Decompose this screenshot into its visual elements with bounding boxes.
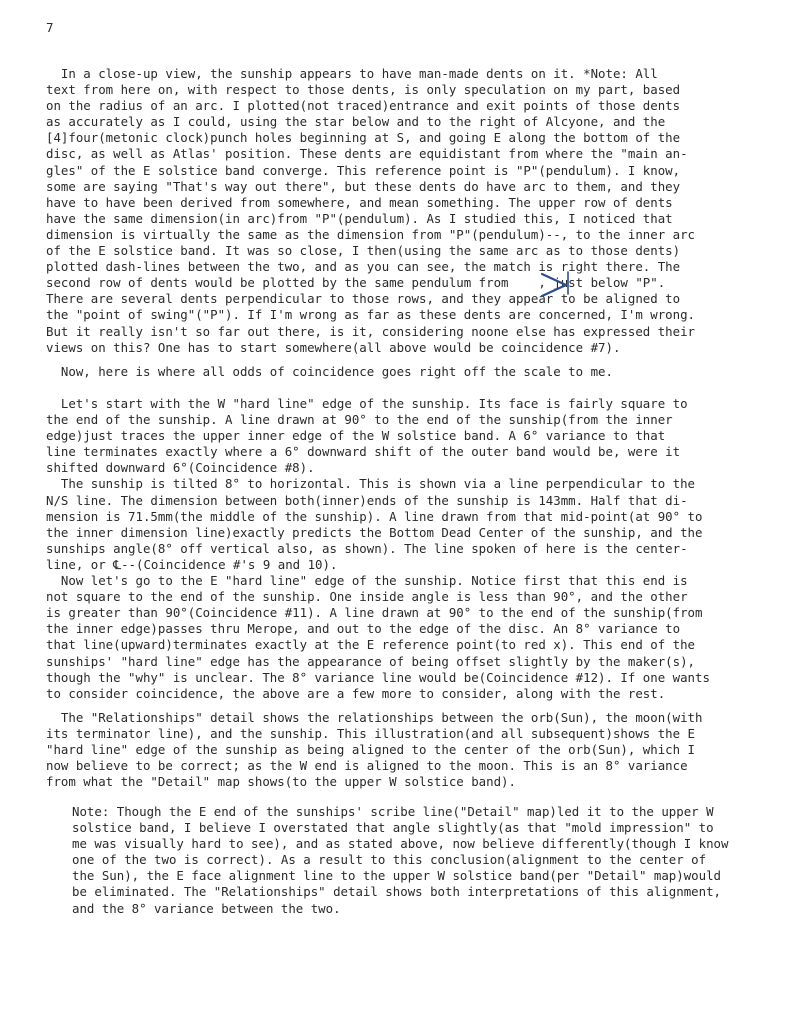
text-line: gles" of the E solstice band converge. This reference point is "P"(pendulum). I know, [46, 162, 681, 178]
text-line: as accurately as I could, using the star below and to the right of Alcyone, and the [46, 114, 666, 130]
text-line: the inner dimension line)exactly predicts the Bottom Dead Center of the sunship, and the [46, 524, 703, 540]
text-line: be eliminated. The "Relationships" detail shows both interpretations of this alignment, [72, 884, 722, 900]
text-line: Note: Though the E end of the sunships' scribe line("Detail" map)led it to the upper W [72, 804, 714, 819]
text-line: But it really isn't so far out there, is it, considering noone else has expressed their [46, 323, 696, 339]
text-line: Now, here is where all odds of coincidence goes right off the scale to me. [46, 364, 613, 379]
text-line: disc, as well as Atlas' position. These dents are equidistant from where the "main an- [46, 146, 688, 162]
text-line: mension is 71.5mm(the middle of the sunship). A line drawn from that mid-point(at 90° to [46, 508, 703, 524]
text-line: the end of the sunship. A line drawn at 90° to the end of the sunship(from the inner [46, 412, 673, 428]
text-line: dimension is virtually the same as the dimension from "P"(pendulum)--, to the inner arc [46, 226, 696, 242]
text-line: sunships' "hard line" edge has the appearance of being offset slightly by the maker(s), [46, 653, 696, 669]
text-line: one of the two is correct). As a result to this conclusion(alignment to the center of [72, 852, 707, 868]
text-line: though the "why" is unclear. The 8° variance line would be(Coincidence #12). If one wants [46, 669, 710, 685]
text-line: plotted dash-lines between the two, and as you can see, the match is right there. The [46, 259, 681, 275]
text-line: and the 8° variance between the two. [72, 900, 341, 916]
text-line: text from here on, with respect to those dents, is only speculation on my part, based [46, 82, 681, 98]
text-line: that line(upward)terminates exactly at the E reference point(to red x). This end of the [46, 637, 696, 653]
page-number: 7 [46, 20, 54, 35]
text-line: of the E solstice band. It was so close, I then(using the same arc as to those dents) [46, 243, 681, 259]
text-line: shifted downward 6°(Coincidence #8). [46, 460, 315, 476]
paragraph-hard-line [46, 396, 746, 702]
text-line: not square to the end of the sunship. One inside angle is less than 90°, and the other [46, 589, 688, 605]
text-line: me was visually hard to see), and as stated above, now believe differently(though I know [72, 836, 729, 852]
text-line: Let's start with the W "hard line" edge of the sunship. Its face is fairly square to [46, 396, 688, 411]
text-line: edge)just traces the upper inner edge of the W solstice band. A 6° variance to that [46, 428, 666, 444]
text-line: In a close-up view, the sunship appears to have man-made dents on it. *Note: All [46, 66, 658, 81]
text-line: N/S line. The dimension between both(inner)ends of the sunship is 143mm. Half that di- [46, 492, 688, 508]
text-line: on the radius of an arc. I plotted(not traced)entrance and exit points of those dents [46, 98, 681, 114]
paragraph-relationships [46, 710, 746, 790]
text-line: now believe to be correct; as the W end is aligned to the moon. This is an 8° variance [46, 758, 688, 774]
paragraph-odds [46, 364, 746, 380]
text-line: the inner edge)passes thru Merope, and out to the edge of the disc. An 8° variance to [46, 621, 681, 637]
text-line: Now let's go to the E "hard line" edge of the sunship. Notice first that this end is [46, 573, 688, 589]
text-line: views on this? One has to start somewhere(all above would be coincidence #7). [46, 339, 621, 355]
text-line: the "point of swing"("P"). If I'm wrong as far as these dents are concerned, I'm wrong. [46, 307, 696, 323]
text-line: from what the "Detail" map shows(to the upper W solstice band). [46, 774, 516, 790]
text-line: [4]four(metonic clock)punch holes beginning at S, and going E along the bottom of the [46, 130, 681, 146]
pendulum-arrow-mark-icon [540, 270, 572, 300]
text-line: The sunship is tilted 8° to horizontal. This is shown via a line perpendicular to the [46, 476, 696, 492]
text-line: sunships angle(8° off vertical also, as shown). The line spoken of here is the center- [46, 540, 688, 556]
text-line: its terminator line), and the sunship. This illustration(and all subsequent)shows the E [46, 726, 696, 742]
text-line: There are several dents perpendicular to those rows, and they appear to be aligned to [46, 291, 681, 307]
text-line: line, or ℄--(Coincidence #'s 9 and 10). [46, 556, 338, 572]
text-line: The "Relationships" detail shows the relationships between the orb(Sun), the moon(with [46, 710, 703, 725]
text-line: line terminates exactly where a 6° downward shift of the outer band would be, were it [46, 444, 681, 460]
text-line: second row of dents would be plotted by the same pendulum from , just below "P". [46, 275, 666, 291]
text-line: "hard line" edge of the sunship as being aligned to the center of the orb(Sun), which I [46, 742, 696, 758]
text-line: to consider coincidence, the above are a few more to consider, along with the rest. [46, 685, 666, 701]
text-line: is greater than 90°(Coincidence #11). A line drawn at 90° to the end of the sunship(from [46, 605, 703, 621]
text-line: solstice band, I believe I overstated that angle slightly(as that "mold impression" to [72, 820, 714, 836]
text-line: have to have been derived from somewhere, and mean something. The upper row of dents [46, 194, 673, 210]
text-line: some are saying "That's way out there", but these dents do have arc to them, and they [46, 178, 681, 194]
text-line: have the same dimension(in arc)from "P"(pendulum). As I studied this, I noticed that [46, 210, 673, 226]
note-paragraph [72, 804, 752, 917]
paragraph-dents [46, 66, 746, 356]
text-line: the Sun), the E face alignment line to the upper W solstice band(per "Detail" map)would [72, 868, 722, 884]
